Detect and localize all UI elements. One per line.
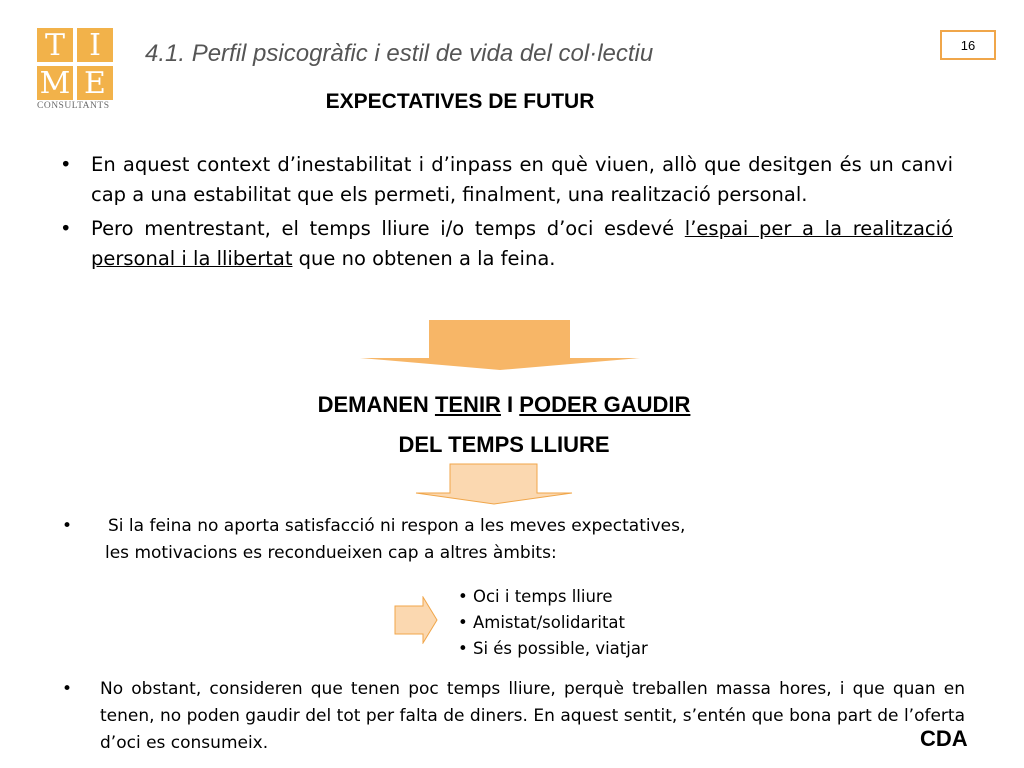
cda-mark: CDA — [920, 726, 968, 751]
list-item: • Oci i temps lliure — [458, 587, 613, 606]
bullet-text: Pero mentrestant, el temps lliure i/o temps d’oci esdevé — [91, 217, 685, 240]
down-arrow-icon — [358, 320, 642, 370]
demand-text: I — [500, 392, 520, 417]
bullet-item — [60, 214, 953, 274]
logo-letter: I — [77, 28, 113, 62]
bullet-item — [60, 150, 953, 210]
bullet-item: • No obstant, consideren que tenen poc temps lliure, perquè treballen massa hores, i que quan en tenen, no poden gaudir del tot per falta de diners. En aquest sentit, s’entén que bona part de l’oferta d’oci es consumeix. — [62, 676, 965, 757]
down-arrow-icon — [414, 463, 574, 505]
slide-title: 4.1. Perfil psicogràfic i estil de vida del col·lectiu — [145, 40, 654, 67]
demand-poder-gaudir: PODER GAUDIR — [519, 392, 691, 417]
list-item: • Si és possible, viatjar — [458, 639, 648, 658]
demand-heading — [0, 385, 1008, 465]
top-bullet-list — [60, 150, 953, 278]
bullet-underlined-text: l’espai per a la realització personal i la llibertat — [91, 217, 953, 270]
bullet-text: que no obtenen a la feina. — [292, 247, 556, 270]
mid-bullet-line1: • Si la feina no aporta satisfacció ni respon a les meves expectatives, — [62, 513, 822, 540]
bullet-text: En aquest context d’inestabilitat i d’inpass en què viuen, allò que desitgen és un canvi cap a una estabilitat que els permeti, finalment, una realització personal. — [91, 153, 953, 206]
logo-letter: E — [77, 66, 113, 100]
demand-tenir: TENIR — [434, 392, 501, 417]
demand-text: DEMANEN — [317, 392, 435, 417]
mid-bullet — [62, 513, 822, 567]
logo-caption: CONSULTANTS — [37, 101, 110, 111]
page-number: 16 — [940, 30, 996, 60]
logo-letter: M — [37, 66, 73, 100]
demand-line2: DEL TEMPS LLIURE — [398, 432, 610, 457]
logo-letter: T — [37, 28, 73, 62]
bottom-bullet — [62, 676, 965, 757]
mid-bullet-line2: les motivacions es recondueixen cap a altres àmbits: — [105, 543, 557, 563]
section-subtitle: EXPECTATIVES DE FUTUR — [325, 90, 595, 113]
list-item: • Amistat/solidaritat — [458, 613, 625, 632]
right-arrow-icon — [393, 596, 439, 644]
motivation-list — [458, 584, 648, 662]
